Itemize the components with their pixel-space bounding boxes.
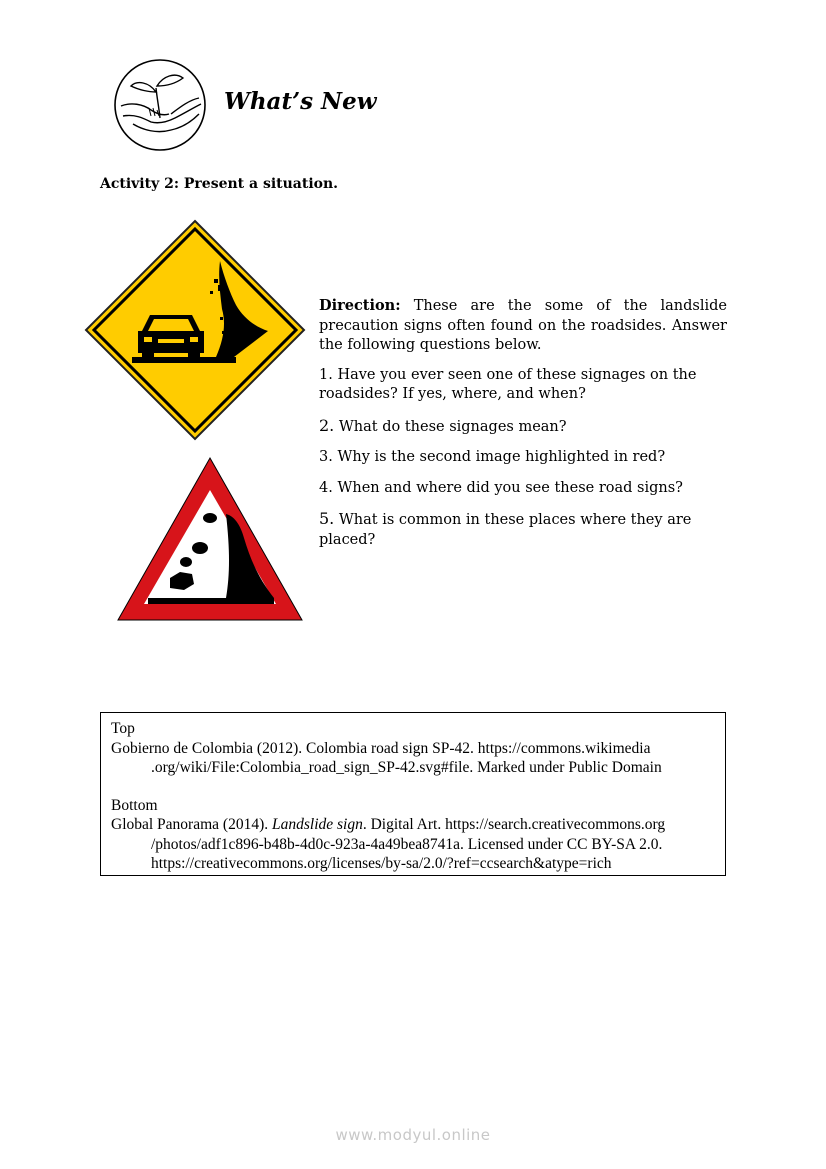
activity-title: Activity 2: Present a situation. — [100, 176, 339, 192]
direction-intro — [319, 296, 727, 356]
question-item — [319, 479, 727, 499]
question-item — [319, 509, 727, 550]
reference-bottom-rest: . Digital Art. https://search.creativecommons.org — [362, 816, 666, 833]
question-text: When and where did you see these road signs? — [332, 479, 683, 496]
watermark: www.modyul.online — [335, 1126, 491, 1144]
reference-bottom-line — [111, 815, 715, 835]
reference-bottom-title: Landslide sign — [272, 816, 363, 833]
question-number: 5. — [319, 509, 335, 528]
reference-bottom-line: https://creativecommons.org/licenses/by-sa/2.0/?ref=ccsearch&atype=rich — [151, 855, 612, 872]
image-references-box — [100, 712, 726, 876]
reference-top-line: Gobierno de Colombia (2012). Colombia road sign SP-42. https://commons.wikimedia — [111, 739, 651, 757]
direction-text: These are the some of the landslide precaution signs often found on the roadsides. Answer the following questions below. — [319, 298, 727, 353]
question-text: Have you ever seen one of these signages on the roadsides? If yes, where, and when? — [319, 366, 697, 402]
question-number: 4. — [319, 479, 333, 496]
falling-rocks-sign-image — [114, 454, 306, 624]
reference-top-line: .org/wiki/File:Colombia_road_sign_SP-42.svg#file. Marked under Public Domain — [151, 759, 662, 776]
question-text: What is common in these places where they are placed? — [319, 512, 692, 548]
reference-bottom-label: Bottom — [111, 796, 158, 814]
seedling-hands-icon — [113, 58, 207, 152]
question-text: What do these signages mean? — [334, 418, 567, 435]
question-item — [319, 366, 727, 405]
direction-block — [319, 296, 727, 561]
question-item — [319, 416, 727, 438]
landslide-warning-sign-image — [84, 219, 306, 441]
reference-bottom-line: /photos/adf1c896-b48b-4d0c-923a-4a49bea8741a. Licensed under CC BY-SA 2.0. — [151, 835, 663, 853]
reference-top-label: Top — [111, 720, 135, 737]
reference-bottom-author: Global Panorama (2014). — [111, 816, 272, 833]
question-text: Why is the second image highlighted in red? — [332, 449, 666, 465]
question-number: 1. — [319, 366, 333, 383]
question-number: 2. — [319, 415, 335, 435]
question-number: 3. — [319, 449, 333, 465]
question-item — [319, 448, 727, 468]
direction-label: Direction: — [319, 297, 401, 314]
section-title: What’s New — [224, 88, 377, 115]
